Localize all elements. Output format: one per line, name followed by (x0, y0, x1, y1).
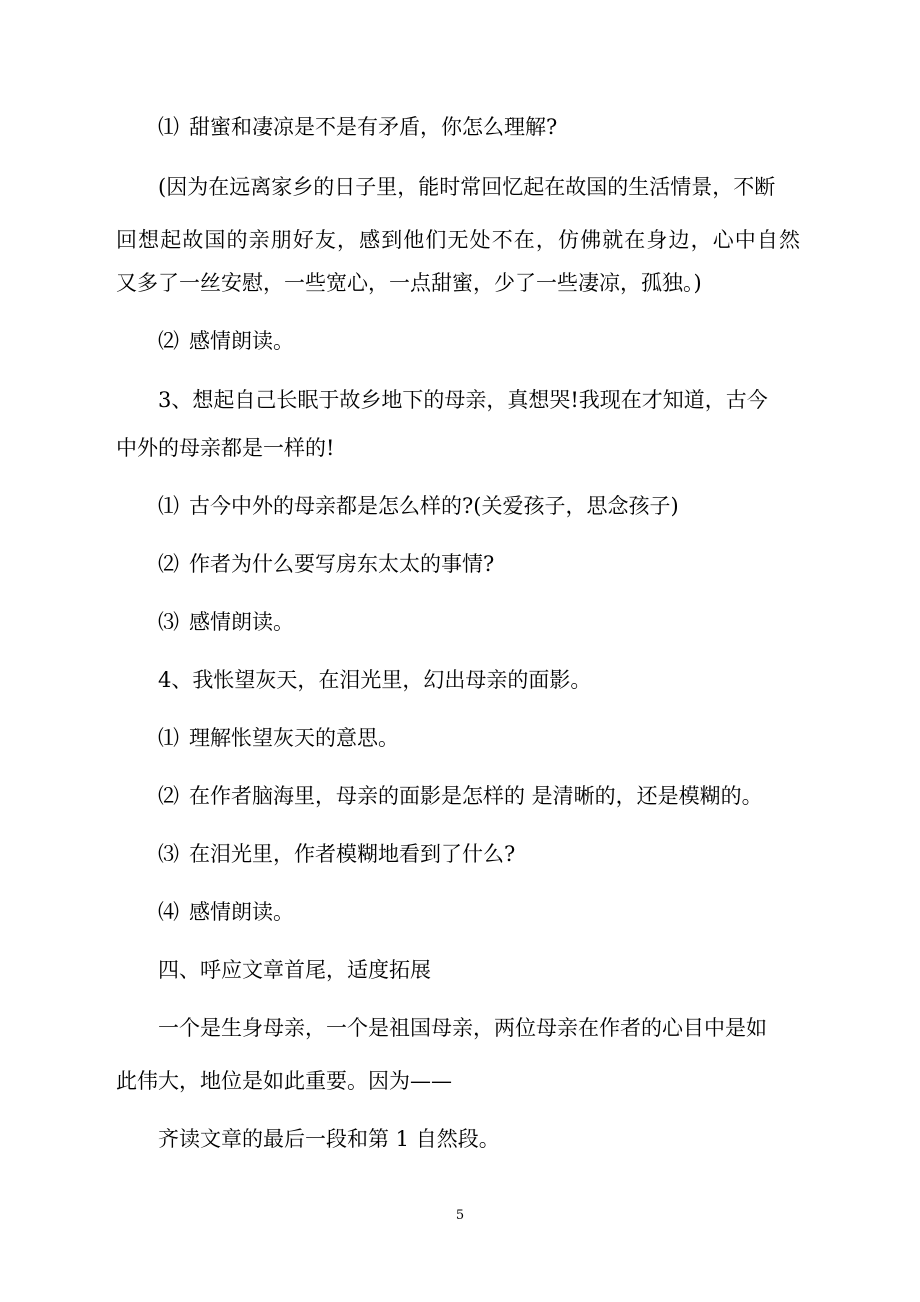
paragraph-text: 理解怅望灰天的意思。 (189, 726, 399, 750)
paragraph-section-3-line-2: 中外的母亲都是一样的! (116, 436, 335, 460)
paragraph-section-3-line-1: 3、想起自己长眠于故乡地下的母亲，真想哭!我现在才知道，古今 (158, 388, 768, 412)
list-marker: ⑵ (158, 329, 179, 353)
paragraph-answer-line-1: (因为在远离家乡的日子里，能时常回忆起在故国的生活情景，不断 (158, 175, 776, 199)
list-marker: ⑴ (158, 494, 179, 518)
paragraph-question-meaning (0, 723, 920, 753)
paragraph-read-aloud-2 (0, 607, 920, 637)
paragraph-text: 在泪光里，作者模糊地看到了什么? (189, 842, 516, 866)
page-number: 5 (455, 1208, 465, 1223)
list-marker: ⑷ (158, 900, 179, 924)
paragraph-text: 感情朗读。 (189, 329, 294, 353)
paragraph-text: 甜蜜和凄凉是不是有矛盾，你怎么理解? (189, 115, 558, 139)
paragraph-two-mothers-line-1: 一个是生身母亲，一个是祖国母亲，两位母亲在作者的心目中是如 (158, 1016, 767, 1040)
paragraph-section-4: 4、我怅望灰天，在泪光里，幻出母亲的面影。 (158, 668, 592, 692)
paragraph-text: 在作者脑海里，母亲的面影是怎样的 是清晰的，还是模糊的。 (189, 784, 763, 808)
paragraph-two-mothers-line-2: 此伟大，地位是如此重要。因为—— (116, 1069, 452, 1093)
paragraph-answer-line-3: 又多了一丝安慰，一些宽心，一点甜蜜，少了一些凄凉，孤独。) (116, 271, 702, 295)
paragraph-read-together: 齐读文章的最后一段和第 1 自然段。 (158, 1127, 500, 1151)
list-marker: ⑴ (158, 115, 179, 139)
paragraph-question-landlady (0, 549, 920, 579)
section-heading-four: 四、呼应文章首尾，适度拓展 (158, 958, 431, 982)
paragraph-text: 感情朗读。 (189, 900, 294, 924)
paragraph-question-image (0, 781, 920, 811)
paragraph-read-aloud-3 (0, 897, 920, 927)
paragraph-question-sweet-sad (0, 112, 920, 142)
list-marker: ⑶ (158, 610, 179, 634)
paragraph-question-tears (0, 839, 920, 869)
list-marker: ⑴ (158, 726, 179, 750)
paragraph-text: 古今中外的母亲都是怎么样的?(关爱孩子，思念孩子) (189, 494, 679, 518)
paragraph-read-aloud-1 (0, 326, 920, 356)
paragraph-text: 作者为什么要写房东太太的事情? (189, 552, 495, 576)
paragraph-answer-line-2: 回想起故国的亲朋好友，感到他们无处不在，仿佛就在身边，心中自然 (116, 228, 802, 252)
list-marker: ⑶ (158, 842, 179, 866)
paragraph-text: 感情朗读。 (189, 610, 294, 634)
list-marker: ⑵ (158, 784, 179, 808)
paragraph-question-mothers (0, 491, 920, 521)
list-marker: ⑵ (158, 552, 179, 576)
